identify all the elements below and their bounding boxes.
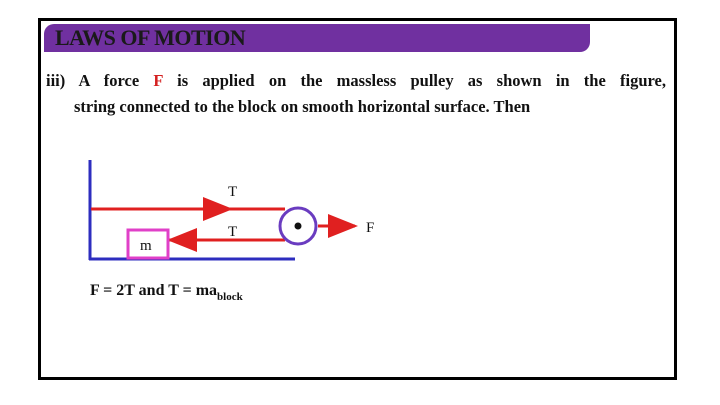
problem-line-2: string connected to the block on smooth horizontal surface. Then bbox=[74, 97, 531, 116]
force-symbol: F bbox=[153, 71, 163, 90]
equation bbox=[90, 282, 243, 303]
slide-title: LAWS OF MOTION bbox=[55, 25, 246, 50]
tension-label-top: T bbox=[228, 184, 238, 200]
equation-main: F = 2T and T = ma bbox=[90, 282, 218, 299]
equation-subscript: block bbox=[217, 291, 243, 303]
problem-text-a: iii) A force bbox=[46, 71, 154, 90]
tension-label-bottom: T bbox=[228, 224, 238, 240]
problem-text-b: is applied on the massless pulley as shown in the figure, bbox=[162, 71, 666, 90]
force-label: F bbox=[366, 220, 375, 236]
block-label: m bbox=[140, 238, 152, 254]
pulley-axle bbox=[295, 223, 302, 230]
